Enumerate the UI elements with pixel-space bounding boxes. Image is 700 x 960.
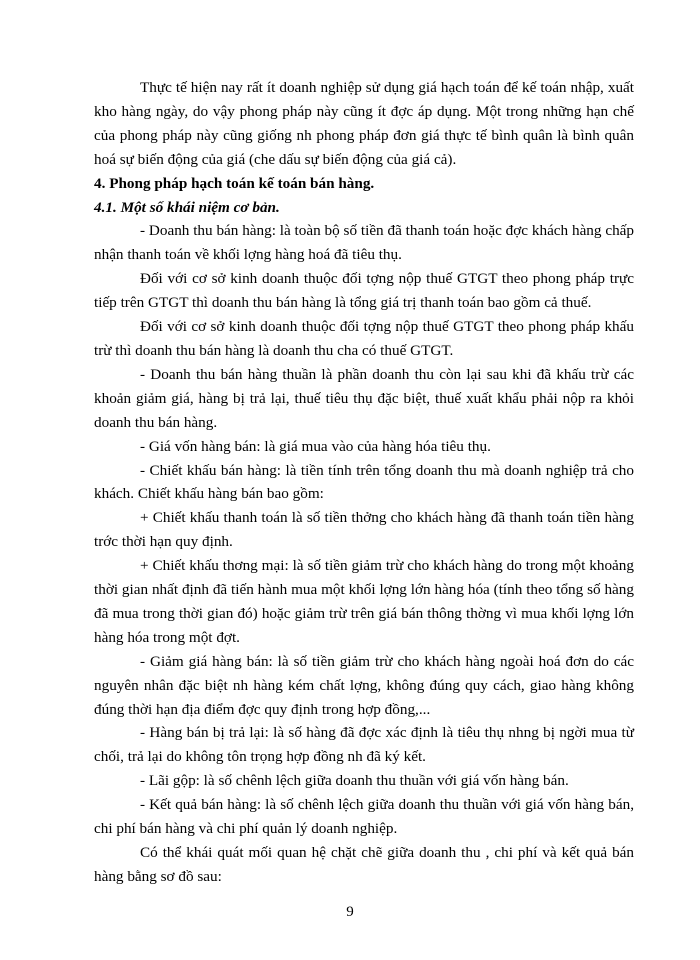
paragraph-summary: Có thể khái quát mối quan hệ chặt chẽ giữa doanh thu , chi phí và kết quả bán hàng bằng sơ đồ sau: [94,844,634,885]
paragraph-direct-method: Đối với cơ sở kinh doanh thuộc đối tợng nộp thuế GTGT theo phong pháp trực tiếp trên GTGT thì doanh thu bán hàng là tổng giá trị thanh toán bao gồm cả thuế. [94,270,634,312]
page-body [94,76,634,889]
paragraph-deduction-method: Đối với cơ sở kinh doanh thuộc đối tợng nộp thuế GTGT theo phong pháp khấu trừ thì doanh thu bán hàng là doanh thu cha có thuế GTGT. [94,318,634,359]
paragraph-intro: Thực tế hiện nay rất ít doanh nghiệp sử dụng giá hạch toán để kế toán nhập, xuất kho hàng ngày, do vậy phong pháp này cũng ít đợc áp dụng. Một trong những hạn chế của phong pháp này cũng giống nh phong pháp đơn giá thực tế bình quân là bình quân hoá sự biến động của giá (che dấu sự biến động của giá cả). [94,79,634,168]
paragraph-net-revenue: - Doanh thu bán hàng thuần là phần doanh thu còn lại sau khi đã khấu trừ các khoản giảm giá, hàng bị trả lại, thuế tiêu thụ đặc biệt, thuế xuất khẩu phải nộp ra khỏi doanh thu bán hàng. [94,365,634,431]
paragraph-price-reduction: - Giảm giá hàng bán: là số tiền giảm trừ cho khách hàng ngoài hoá đơn do các nguyên nhân đặc biệt nh hàng kém chất lợng, không đúng quy cách, giao hàng không đúng thời hạn địa điểm đợc quy định trong hợp đồng,... [94,652,634,718]
paragraph-trade-discount: + Chiết khấu thơng mại: là số tiền giảm trừ cho khách hàng do trong một khoảng thời gian nhất định đã tiến hành mua một khối lợng lớn hàng hóa (tính theo tổng số hàng đã mua trong thời gian đó) hoặc giảm trừ trên giá bán thông thờng vì mua khối lợng lớn hàng hóa trong một đợt. [94,557,634,646]
paragraph-revenue: - Doanh thu bán hàng: là toàn bộ số tiền đã thanh toán hoặc đợc khách hàng chấp nhận thanh toán về khối lợng hàng hoá đã tiêu thụ. [94,222,634,264]
section-heading: 4. Phong pháp hạch toán kế toán bán hàng. [94,174,375,192]
paragraph-gross-profit: - Lãi gộp: là số chênh lệch giữa doanh thu thuần với giá vốn hàng bán. [140,772,569,790]
paragraph-returned-goods: - Hàng bán bị trả lại: là số hàng đã đợc xác định là tiêu thụ nhng bị ngời mua từ chối, trả lại do không tôn trọng hợp đồng nh đã ký kết. [94,724,634,766]
paragraph-payment-discount: + Chiết khấu thanh toán là số tiền thởng cho khách hàng đã thanh toán tiền hàng trớc thời hạn quy định. [94,509,634,551]
paragraph-sales-result: - Kết quả bán hàng: là số chênh lệch giữa doanh thu thuần với giá vốn hàng bán, chi phí bán hàng và chi phí quản lý doanh nghiệp. [94,796,634,838]
paragraph-cost-of-goods: - Giá vốn hàng bán: là giá mua vào của hàng hóa tiêu thụ. [140,437,491,455]
page-number: 9 [346,904,354,920]
paragraph-sales-discount: - Chiết khấu bán hàng: là tiền tính trên tổng doanh thu mà doanh nghiệp trả cho khách. Chiết khấu hàng bán bao gồm: [94,461,634,503]
subsection-heading: 4.1. Một số khái niệm cơ bản. [94,198,280,216]
